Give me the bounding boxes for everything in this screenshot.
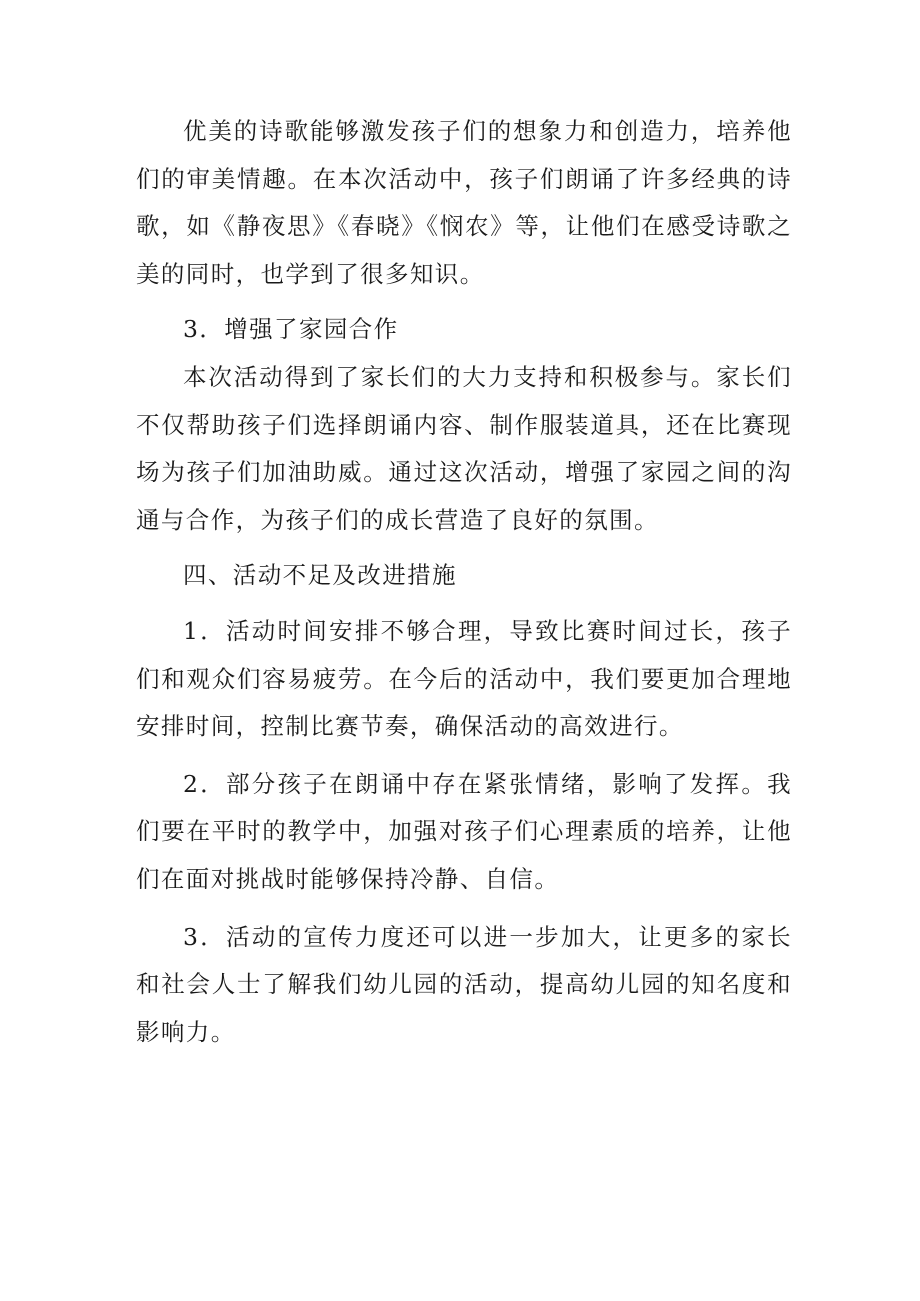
paragraph-issue-publicity: 3．活动的宣传力度还可以进一步加大，让更多的家长和社会人士了解我们幼儿园的活动，提高幼儿园的知名度和影响力。: [136, 922, 792, 1046]
document-body: [136, 108, 792, 1056]
paragraph-issue-time-arrangement: 1．活动时间安排不够合理，导致比赛时间过长，孩子们和观众们容易疲劳。在今后的活动中，我们要更加合理地安排时间，控制比赛节奏，确保活动的高效进行。: [136, 616, 792, 741]
heading-shortcomings: 四、活动不足及改进措施: [183, 561, 457, 590]
paragraph-parent-support: 本次活动得到了家长们的大力支持和积极参与。家长们不仅帮助孩子们选择朗诵内容、制作服装道具，还在比赛现场为孩子们加油助威。通过这次活动，增强了家园之间的沟通与合作，为孩子们的成长营造了良好的氛围。: [136, 362, 792, 534]
paragraph-poetry-benefits: 优美的诗歌能够激发孩子们的想象力和创造力，培养他们的审美情趣。在本次活动中，孩子们朗诵了许多经典的诗歌，如《静夜思》《春晓》《悯农》等，让他们在感受诗歌之美的同时，也学到了很多知识。: [136, 117, 792, 288]
paragraph-issue-nervousness: 2．部分孩子在朗诵中存在紧张情绪，影响了发挥。我们要在平时的教学中，加强对孩子们心理素质的培养，让他们在面对挑战时能够保持冷静、自信。: [136, 769, 792, 893]
heading-home-school-cooperation: 3．增强了家园合作: [183, 315, 399, 344]
